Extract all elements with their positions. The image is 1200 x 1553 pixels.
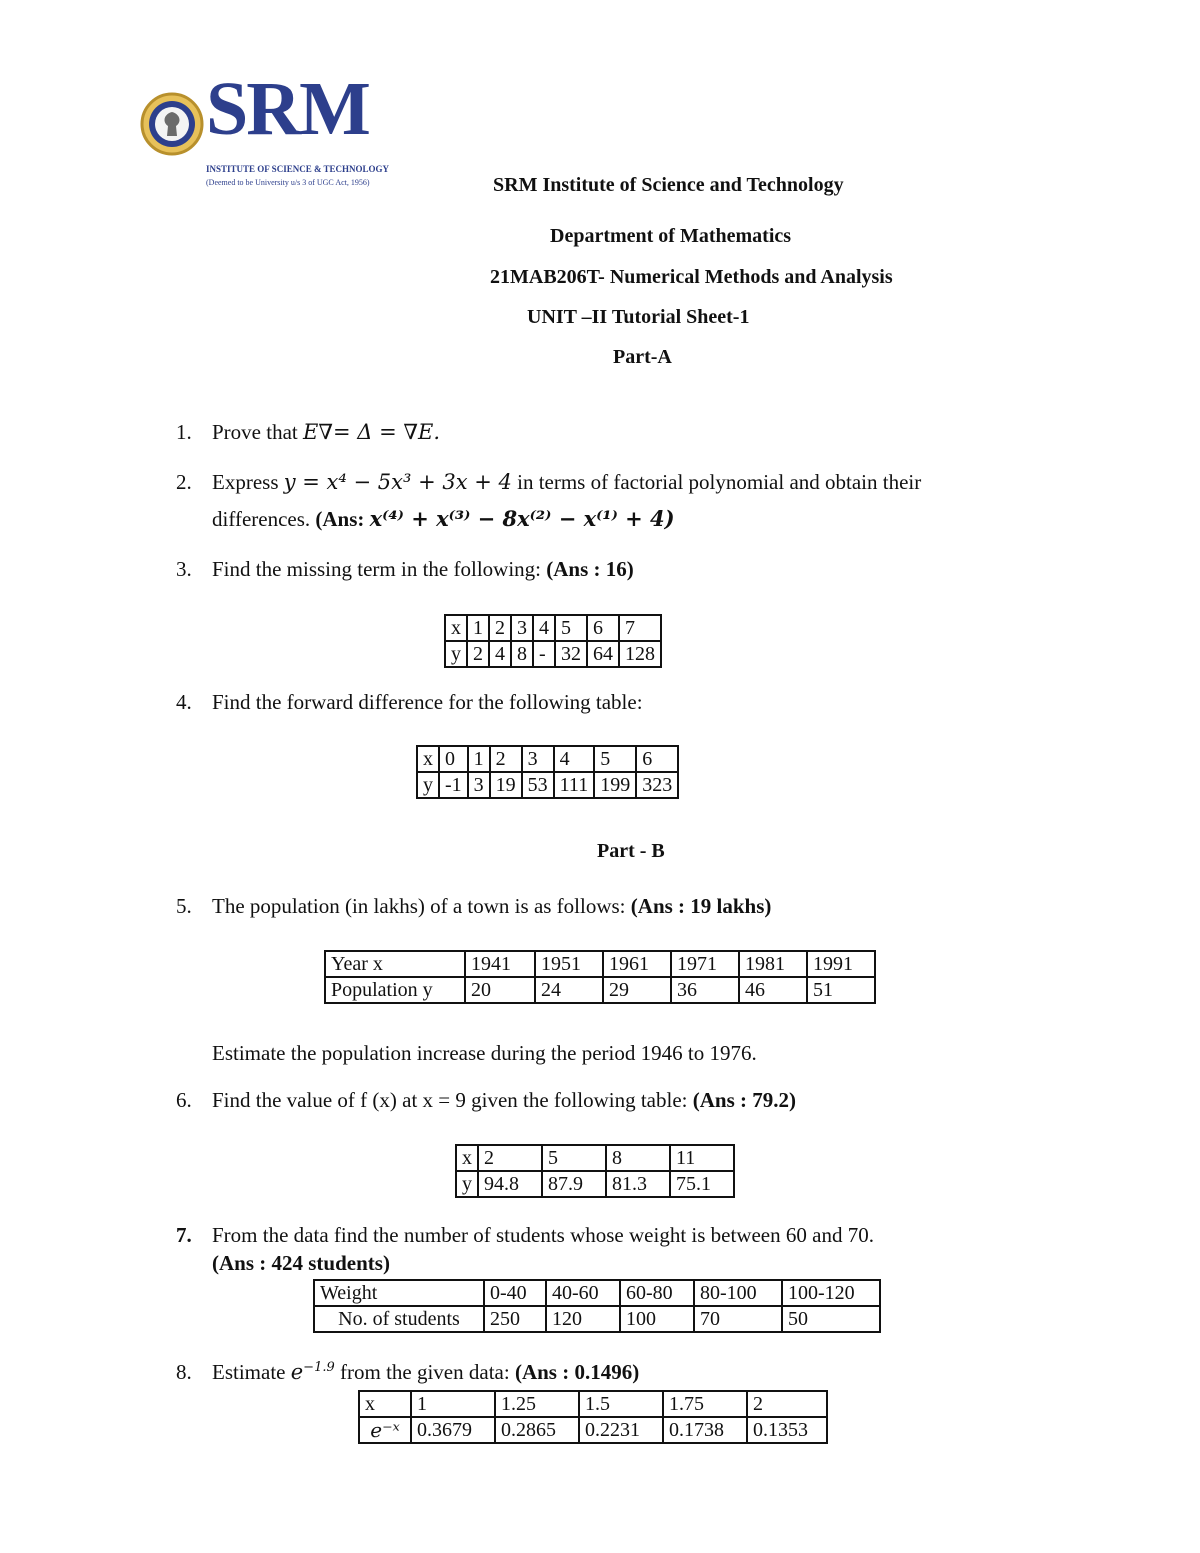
table-q3: [444, 614, 662, 668]
table-cell: 8: [606, 1145, 670, 1171]
table-cell: 250: [484, 1306, 546, 1332]
table-cell: 11: [670, 1145, 734, 1171]
table-cell: 3: [511, 615, 533, 641]
table-q5: [324, 950, 876, 1004]
table-cell: 1971: [671, 951, 739, 977]
table-cell: e⁻ˣ: [359, 1417, 411, 1443]
question-text-cont: in terms of factorial polynomial and obtain their: [511, 470, 922, 494]
question-number: 2.: [176, 470, 192, 494]
table-cell: 4: [489, 641, 511, 667]
table-q6: [455, 1144, 735, 1198]
table-cell: 6: [636, 746, 678, 772]
table-cell: 81.3: [606, 1171, 670, 1197]
question-text: The population (in lakhs) of a town is as follows:: [212, 894, 631, 918]
table-cell: -: [533, 641, 555, 667]
table-cell: 120: [546, 1306, 620, 1332]
table-cell: 7: [619, 615, 661, 641]
table-cell: 0.1738: [663, 1417, 747, 1443]
table-row: [456, 1145, 734, 1171]
part-a-heading: Part-A: [613, 346, 672, 368]
table-cell: Population y: [325, 977, 465, 1003]
question-math: y = x⁴ − 5x³ + 3x + 4: [283, 470, 512, 494]
question-text-cont: from the given data:: [334, 1360, 515, 1384]
question-number: 5.: [176, 894, 192, 918]
table-cell: 0-40: [484, 1280, 546, 1306]
table-cell: 0: [439, 746, 468, 772]
answer: (Ans : 0.1496): [514, 1360, 640, 1384]
table-cell: 8: [511, 641, 533, 667]
table-cell: 1.75: [663, 1391, 747, 1417]
answer: (Ans : 424 students): [212, 1251, 390, 1275]
question-number: 6.: [176, 1088, 192, 1112]
table-cell: 1941: [465, 951, 535, 977]
table-row: [325, 977, 875, 1003]
table-cell: 20: [465, 977, 535, 1003]
table-cell: x: [456, 1145, 478, 1171]
question-text: differences.: [212, 507, 316, 531]
srm-logo: [140, 67, 390, 196]
table-cell: 199: [594, 772, 636, 798]
table-cell: 1: [411, 1391, 495, 1417]
table-cell: 1: [467, 615, 489, 641]
table-cell: 111: [554, 772, 595, 798]
table-cell: 5: [555, 615, 587, 641]
table-cell: 0.2865: [495, 1417, 579, 1443]
table-cell: 2: [490, 746, 522, 772]
table-row: [417, 746, 678, 772]
question-number: 1.: [176, 420, 192, 444]
table-cell: 2: [478, 1145, 542, 1171]
table-cell: 1.5: [579, 1391, 663, 1417]
table-row: [456, 1171, 734, 1197]
table-row: [359, 1391, 827, 1417]
table-cell: 1981: [739, 951, 807, 977]
table-cell: y: [456, 1171, 478, 1197]
table-cell: y: [445, 641, 467, 667]
table-cell: 80-100: [694, 1280, 782, 1306]
table-cell: 36: [671, 977, 739, 1003]
table-cell: 94.8: [478, 1171, 542, 1197]
question-text: Find the forward difference for the following table:: [212, 690, 643, 714]
table-cell: 5: [542, 1145, 606, 1171]
question-math: E∇= Δ = ∇E.: [302, 420, 441, 444]
institute-title: SRM Institute of Science and Technology: [493, 174, 844, 196]
table-row: [359, 1417, 827, 1443]
table-cell: x: [417, 746, 439, 772]
table-cell: 29: [603, 977, 671, 1003]
table-cell: 50: [782, 1306, 880, 1332]
table-cell: 0.2231: [579, 1417, 663, 1443]
table-row: [314, 1306, 880, 1332]
question-number: 3.: [176, 557, 192, 581]
sheet-title: UNIT –II Tutorial Sheet-1: [527, 306, 750, 328]
table-q8: [358, 1390, 828, 1444]
answer-label: (Ans:: [315, 507, 370, 531]
table-row: [445, 641, 661, 667]
table-cell: 70: [694, 1306, 782, 1332]
table-cell: 3: [468, 772, 490, 798]
table-cell: 6: [587, 615, 619, 641]
table-cell: 46: [739, 977, 807, 1003]
table-q4: [416, 745, 679, 799]
question-text: Find the value of f (x) at x = 9 given the following table:: [212, 1088, 693, 1112]
question-text: Express: [212, 470, 284, 494]
department-title: Department of Mathematics: [550, 225, 792, 247]
table-cell: 3: [522, 746, 554, 772]
table-cell: 4: [554, 746, 595, 772]
question-text: Estimate the population increase during the period 1946 to 1976.: [212, 1041, 757, 1065]
answer: (Ans : 79.2): [692, 1088, 796, 1112]
table-cell: 0.3679: [411, 1417, 495, 1443]
table-cell: 40-60: [546, 1280, 620, 1306]
answer: (Ans : 16): [546, 557, 634, 581]
table-row: [445, 615, 661, 641]
table-cell: 19: [490, 772, 522, 798]
table-cell: 2: [489, 615, 511, 641]
logo-line2: (Deemed to be University u/s 3 of UGC Act, 1956): [206, 178, 370, 187]
question-math-exponent: −1.9: [303, 1360, 335, 1375]
table-cell: 4: [533, 615, 555, 641]
table-cell: 24: [535, 977, 603, 1003]
question-number: 8.: [176, 1360, 192, 1384]
table-cell: -1: [439, 772, 468, 798]
question-text: From the data find the number of students whose weight is between 60 and 70.: [212, 1223, 874, 1247]
table-q7: [313, 1279, 881, 1333]
table-row: [417, 772, 678, 798]
table-cell: 2: [747, 1391, 827, 1417]
table-cell: 5: [594, 746, 636, 772]
question-number: 4.: [176, 690, 192, 714]
table-cell: 51: [807, 977, 875, 1003]
answer-math: x⁽⁴⁾ + x⁽³⁾ − 8x⁽²⁾ − x⁽¹⁾ + 4): [369, 506, 675, 531]
question-text: Find the missing term in the following:: [212, 557, 547, 581]
table-row: [325, 951, 875, 977]
table-cell: 64: [587, 641, 619, 667]
table-cell: 128: [619, 641, 661, 667]
table-row: [314, 1280, 880, 1306]
table-cell: 0.1353: [747, 1417, 827, 1443]
part-b-heading: Part - B: [597, 840, 665, 862]
table-cell: 1991: [807, 951, 875, 977]
table-cell: 60-80: [620, 1280, 694, 1306]
table-cell: 87.9: [542, 1171, 606, 1197]
table-cell: 2: [467, 641, 489, 667]
question-number: 7.: [176, 1223, 192, 1247]
logo-line1: INSTITUTE OF SCIENCE & TECHNOLOGY: [206, 164, 390, 174]
table-cell: Weight: [314, 1280, 484, 1306]
question-math: e: [290, 1360, 304, 1384]
table-cell: 1.25: [495, 1391, 579, 1417]
table-cell: Year x: [325, 951, 465, 977]
table-cell: 1951: [535, 951, 603, 977]
table-cell: y: [417, 772, 439, 798]
table-cell: 1961: [603, 951, 671, 977]
logo-wordmark: SRM: [206, 67, 369, 151]
table-cell: No. of students: [314, 1306, 484, 1332]
course-title: 21MAB206T- Numerical Methods and Analysis: [490, 266, 893, 288]
table-cell: 100: [620, 1306, 694, 1332]
table-cell: 1: [468, 746, 490, 772]
table-cell: x: [445, 615, 467, 641]
table-cell: 323: [636, 772, 678, 798]
table-cell: 100-120: [782, 1280, 880, 1306]
answer: (Ans : 19 lakhs): [630, 894, 772, 918]
table-cell: x: [359, 1391, 411, 1417]
table-cell: 53: [522, 772, 554, 798]
question-text: Prove that: [212, 420, 303, 444]
table-cell: 32: [555, 641, 587, 667]
question-text: Estimate: [212, 1360, 291, 1384]
table-cell: 75.1: [670, 1171, 734, 1197]
